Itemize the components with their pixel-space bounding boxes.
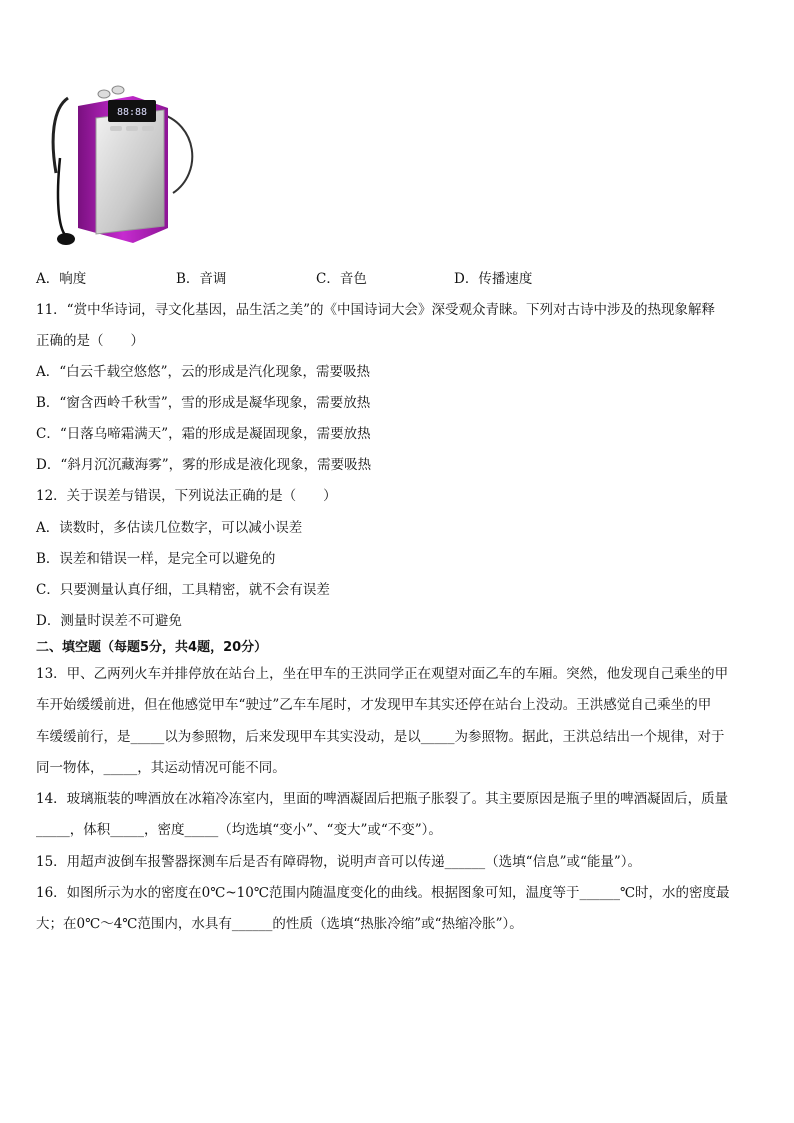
q11-stem-line2: 正确的是（ ） xyxy=(36,333,144,349)
q12-option-a: A．读数时，多估读几位数字，可以减小误差 xyxy=(36,520,303,536)
q12-stem: 12．关于误差与错误，下列说法正确的是（ ） xyxy=(36,488,337,504)
q14-line1: 14．玻璃瓶装的啤酒放在冰箱冷冻室内，里面的啤酒凝固后把瓶子胀裂了。其主要原因是瓶子里的啤酒凝固后，质量 xyxy=(36,791,729,807)
q10-options xyxy=(36,269,761,289)
q10-option-a: A．响度 xyxy=(36,271,87,287)
q10-option-d: D．传播速度 xyxy=(454,271,533,287)
q11-option-d: D．“斜月沉沉藏海雾”，雾的形成是液化现象，需要吸热 xyxy=(36,457,372,473)
q14-line2: _____，体积_____，密度_____（均选填“变小”、“变大”或“不变”）。 xyxy=(36,822,442,838)
q13-line4: 同一物体，_____，其运动情况可能不同。 xyxy=(36,760,286,776)
q16-line2: 大；在0℃～4℃范围内，水具有______的性质（选填“热胀冷缩”或“热缩冷胀”）。 xyxy=(36,916,523,932)
q10-option-c: C．音色 xyxy=(316,271,367,287)
section2-title: 二、填空题（每题5分，共4题，20分） xyxy=(36,640,268,655)
q11-option-c: C．“日落乌啼霜满天”，霜的形成是凝固现象，需要放热 xyxy=(36,426,371,442)
q13-line2: 车开始缓缓前进，但在他感觉甲车“驶过”乙车车尾时，才发现甲车其实还停在站台上没动。王洪感觉自己乘坐的甲 xyxy=(36,697,712,713)
q12-option-d: D．测量时误差不可避免 xyxy=(36,613,182,629)
q15-line: 15．用超声波倒车报警器探测车后是否有障碍物，说明声音可以传递______（选填“信息”或“能量”）。 xyxy=(36,854,642,870)
q10-option-b: B．音调 xyxy=(176,271,227,287)
q13-line3: 车缓缓前行，是_____以为参照物，后来发现甲车其实没动，是以_____为参照物。据此，王洪总结出一个规律，对于 xyxy=(36,729,725,745)
device-display-text: 88:88 xyxy=(116,107,148,118)
q11-option-b: B．“窗含西岭千秋雪”，雪的形成是凝华现象，需要放热 xyxy=(36,395,371,411)
q12-option-b: B．误差和错误一样，是完全可以避免的 xyxy=(36,551,276,567)
voice-amplifier-image xyxy=(38,78,208,258)
q16-line1: 16．如图所示为水的密度在0℃~10℃范围内随温度变化的曲线。根据图象可知，温度等于______℃时，水的密度最 xyxy=(36,885,730,901)
q13-line1: 13．甲、乙两列火车并排停放在站台上，坐在甲车的王洪同学正在观望对面乙车的车厢。突然，他发现自己乘坐的甲 xyxy=(36,666,729,682)
q11-stem-line1: 11．“赏中华诗词，寻文化基因，品生活之美”的《中国诗词大会》深受观众青睐。下列对古诗中涉及的热现象解释 xyxy=(36,302,715,318)
q11-option-a: A．“白云千载空悠悠”，云的形成是汽化现象，需要吸热 xyxy=(36,364,371,380)
q12-option-c: C．只要测量认真仔细，工具精密，就不会有误差 xyxy=(36,582,330,598)
amplifier-figure xyxy=(38,78,208,258)
